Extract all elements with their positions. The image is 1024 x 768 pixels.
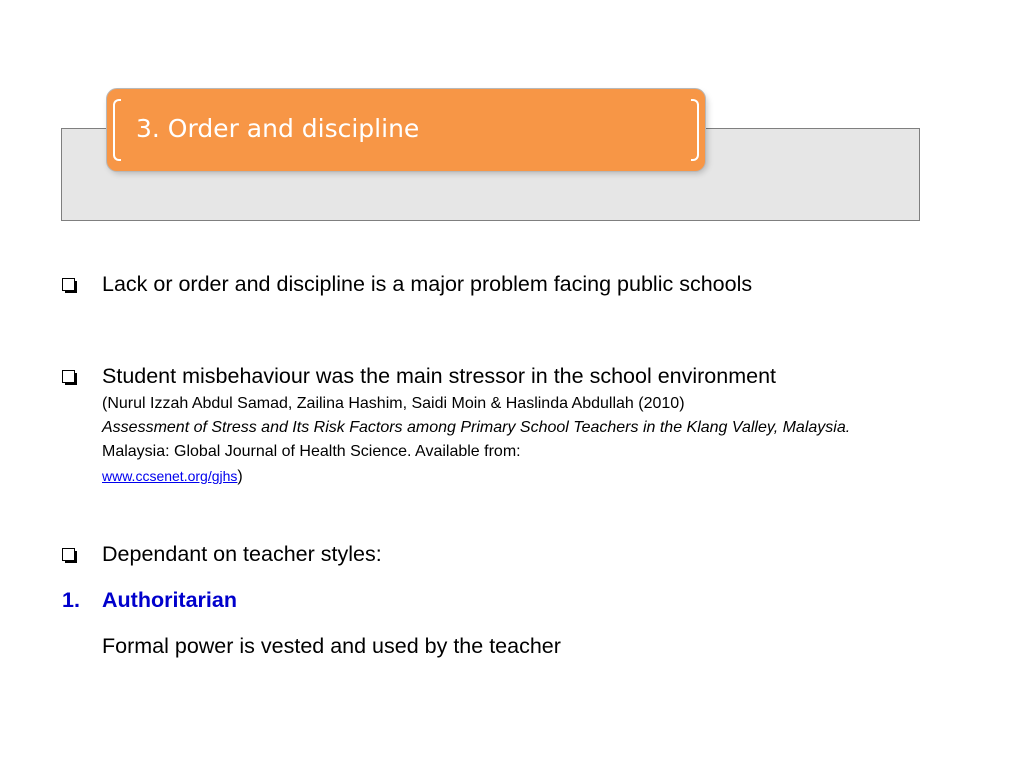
citation-close: )	[237, 468, 243, 485]
description-text: Formal power is vested and used by the teacher	[102, 634, 561, 658]
numbered-item-number: 1.	[62, 588, 80, 612]
slide-title: 3. Order and discipline	[136, 114, 420, 143]
numbered-item-label: Authoritarian	[102, 588, 237, 612]
numbered-item	[62, 588, 237, 613]
bullet-item	[62, 272, 752, 297]
bullet-item	[62, 364, 776, 389]
citation-authors: (Nurul Izzah Abdul Samad, Zailina Hashim, Saidi Moin & Haslinda Abdullah (2010)	[102, 395, 685, 412]
citation	[102, 392, 902, 489]
citation-title: Assessment of Stress and Its Risk Factors among Primary School Teachers in the Klang Valley, Malaysia.	[102, 419, 851, 436]
right-bracket-decoration	[691, 99, 699, 161]
checkbox-bullet-icon	[62, 548, 75, 561]
title-tab	[106, 88, 706, 172]
checkbox-bullet-icon	[62, 278, 75, 291]
bullet-text: Lack or order and discipline is a major problem facing public schools	[102, 272, 753, 296]
citation-link[interactable]: www.ccsenet.org/gjhs	[102, 468, 238, 484]
bullet-text: Student misbehaviour was the main stressor in the school environment	[102, 364, 777, 388]
checkbox-bullet-icon	[62, 370, 75, 383]
left-bracket-decoration	[113, 99, 121, 161]
bullet-item	[62, 542, 382, 567]
bullet-text: Dependant on teacher styles:	[102, 542, 382, 566]
citation-source: Malaysia: Global Journal of Health Science. Available from:	[102, 443, 521, 460]
